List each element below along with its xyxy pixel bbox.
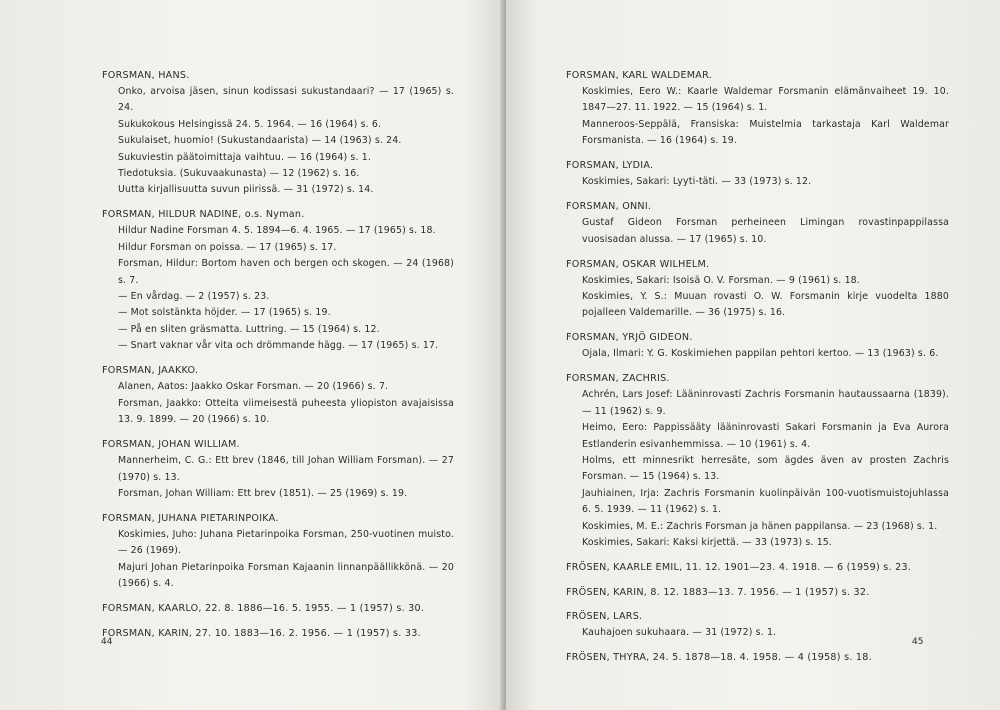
- entry-reference: Forsman, Johan William: Ett brev (1851). — 25 (1969) s. 19.: [118, 487, 408, 499]
- entry-reference: Heimo, Eero: Pappissääty lääninrovasti Sakari Forsmanin ja Eva Aurora Estlanderin esivanhemmissa. — 10 (1961) s. 4.: [582, 422, 949, 450]
- entry-reference: Jauhiainen, Irja: Zachris Forsmanin kuolinpäivän 100-vuotismuistojuhlassa 6. 5. 1939. — 11 (1962) s. 1.: [582, 487, 949, 516]
- entry-reference: Koskimies, Juho: Juhana Pietarinpoika Forsman, 250-vuotinen muisto. — 26 (1969).: [118, 528, 454, 557]
- entry-reference: Koskimies, Sakari: Isoisä O. V. Forsman. — 9 (1961) s. 18.: [582, 274, 860, 286]
- index-entry: [102, 437, 454, 502]
- entry-reference: Manneroos-Seppälä, Fransiska: Muistelmia tarkastaja Karl Waldemar Forsmanista. — 16 (1964) s. 19.: [582, 118, 949, 147]
- index-entry: [102, 207, 454, 354]
- entry-heading: FORSMAN, ONNI.: [566, 201, 652, 213]
- entry-reference: Mannerheim, C. G.: Ett brev (1846, till Johan William Forsman). — 27 (1970) s. 13.: [118, 455, 454, 483]
- entry-heading: FORSMAN, KARIN, 27. 10. 1883—16. 2. 1956. — 1 (1957) s. 33.: [102, 627, 421, 639]
- entry-heading: FORSMAN, JAAKKO.: [102, 365, 199, 377]
- entry-reference: Koskimies, Eero W.: Kaarle Waldemar Forsmanin elämänvaiheet 19. 10. 1847—27. 11. 1922. — 15 (1964) s. 1.: [582, 86, 949, 114]
- right-page-number: 45: [912, 637, 924, 647]
- entry-reference: — Snart vaknar vår vita och drömmande hägg. — 17 (1965) s. 17.: [118, 340, 439, 352]
- index-entry: [566, 609, 949, 641]
- entry-reference: Forsman, Hildur: Bortom haven och bergen och skogen. — 24 (1968) s. 7.: [118, 258, 454, 286]
- index-entry: [102, 626, 454, 642]
- entry-heading: FRÖSEN, LARS.: [566, 611, 643, 623]
- entry-heading: FORSMAN, KAARLO, 22. 8. 1886—16. 5. 1955. — 1 (1957) s. 30.: [102, 603, 425, 615]
- entry-reference: — Mot solstänkta höjder. — 17 (1965) s. 19.: [118, 307, 331, 319]
- entry-heading: FORSMAN, HANS.: [102, 70, 190, 81]
- entry-heading: FRÖSEN, THYRA, 24. 5. 1878—18. 4. 1958. — 4 (1958) s. 18.: [566, 652, 872, 664]
- entry-reference: Hildur Nadine Forsman 4. 5. 1894—6. 4. 1965. — 17 (1965) s. 18.: [118, 225, 436, 237]
- index-entry: [566, 257, 949, 322]
- entry-heading: FORSMAN, KARL WALDEMAR.: [566, 70, 712, 81]
- index-entry: [566, 199, 949, 248]
- entry-reference: Kauhajoen sukuhaara. — 31 (1972) s. 1.: [582, 627, 777, 639]
- index-entry: [102, 363, 454, 428]
- entry-reference: Onko, arvoisa jäsen, sinun kodissasi sukustandaari? — 17 (1965) s. 24.: [118, 86, 454, 114]
- index-entry: [102, 601, 454, 617]
- entry-heading: FORSMAN, HILDUR NADINE, o.s. Nyman.: [102, 209, 305, 221]
- entry-reference: Uutta kirjallisuutta suvun piirissä. — 31 (1972) s. 14.: [118, 184, 374, 196]
- entry-reference: Koskimies, M. E.: Zachris Forsman ja hänen pappilansa. — 23 (1968) s. 1.: [582, 520, 938, 532]
- entry-reference: Holms, ett minnesrikt herresäte, som ägdes även av prosten Zachris Forsman. — 15 (1964) s. 13.: [582, 455, 949, 483]
- entry-reference: Alanen, Aatos: Jaakko Oskar Forsman. — 20 (1966) s. 7.: [118, 381, 389, 393]
- entry-heading: FRÖSEN, KAARLE EMIL, 11. 12. 1901—23. 4. 1918. — 6 (1959) s. 23.: [566, 562, 912, 574]
- entry-heading: FORSMAN, ZACHRIS.: [566, 373, 670, 385]
- entry-reference: — En vårdag. — 2 (1957) s. 23.: [118, 291, 270, 303]
- index-entry: [566, 158, 949, 190]
- entry-heading: FORSMAN, JOHAN WILLIAM.: [102, 439, 240, 451]
- entry-heading: FORSMAN, JUHANA PIETARINPOIKA.: [102, 512, 279, 524]
- index-entry: [566, 585, 949, 601]
- left-page-number: 44: [101, 637, 113, 647]
- entry-reference: Koskimies, Y. S.: Muuan rovasti O. W. Forsmanin kirje vuodelta 1880 pojalleen Valdemarille. — 36 (1975) s. 16.: [582, 291, 949, 319]
- entry-reference: Tiedotuksia. (Sukuvaakunasta) — 12 (1962) s. 16.: [118, 168, 360, 180]
- entry-reference: Koskimies, Sakari: Kaksi kirjettä. — 33 (1973) s. 15.: [582, 537, 833, 549]
- entry-heading: FORSMAN, YRJÖ GIDEON.: [566, 332, 693, 344]
- index-entry: [566, 560, 949, 576]
- index-entry: [102, 511, 454, 593]
- entry-heading: FORSMAN, LYDIA.: [566, 160, 654, 172]
- entry-reference: Sukuviestin päätoimittaja vaihtuu. — 16 (1964) s. 1.: [118, 151, 371, 163]
- entry-reference: Koskimies, Sakari: Lyyti-täti. — 33 (1973) s. 12.: [582, 176, 812, 188]
- entry-heading: FRÖSEN, KARIN, 8. 12. 1883—13. 7. 1956. — 1 (1957) s. 32.: [566, 586, 870, 598]
- index-entry: [566, 330, 949, 362]
- index-entry: [102, 68, 454, 199]
- entry-reference: Achrén, Lars Josef: Lääninrovasti Zachris Forsmanin hautaussaarna (1839). — 11 (1962) s. 9.: [582, 389, 949, 417]
- entry-reference: — På en sliten gräsmatta. Luttring. — 15 (1964) s. 12.: [118, 323, 380, 335]
- index-entry: [566, 650, 949, 666]
- entry-reference: Sukulaiset, huomio! (Sukustandaarista) — 14 (1963) s. 24.: [118, 135, 402, 147]
- right-page: [506, 0, 1000, 710]
- left-page-index-column: [102, 68, 454, 650]
- entry-heading: FORSMAN, OSKAR WILHELM.: [566, 258, 710, 270]
- entry-reference: Forsman, Jaakko: Otteita viimeisestä puheesta yliopiston avajaisissa 13. 9. 1899. — 20 (1966) s. 10.: [118, 397, 454, 426]
- entry-reference: Majuri Johan Pietarinpoika Forsman Kajaanin linnanpäällikkönä. — 20 (1966) s. 4.: [118, 561, 454, 590]
- entry-reference: Sukukokous Helsingissä 24. 5. 1964. — 16 (1964) s. 6.: [118, 118, 382, 130]
- index-entry: [566, 68, 949, 150]
- entry-reference: Ojala, Ilmari: Y. G. Koskimiehen pappilan pehtori kertoo. — 13 (1963) s. 6.: [582, 348, 939, 360]
- index-entry: [566, 371, 949, 551]
- entry-reference: Gustaf Gideon Forsman perheineen Limingan rovastinpappilassa vuosisadan alussa. — 17 (1965) s. 10.: [582, 217, 949, 245]
- right-page-index-column: [566, 68, 949, 675]
- entry-reference: Hildur Forsman on poissa. — 17 (1965) s. 17.: [118, 241, 337, 253]
